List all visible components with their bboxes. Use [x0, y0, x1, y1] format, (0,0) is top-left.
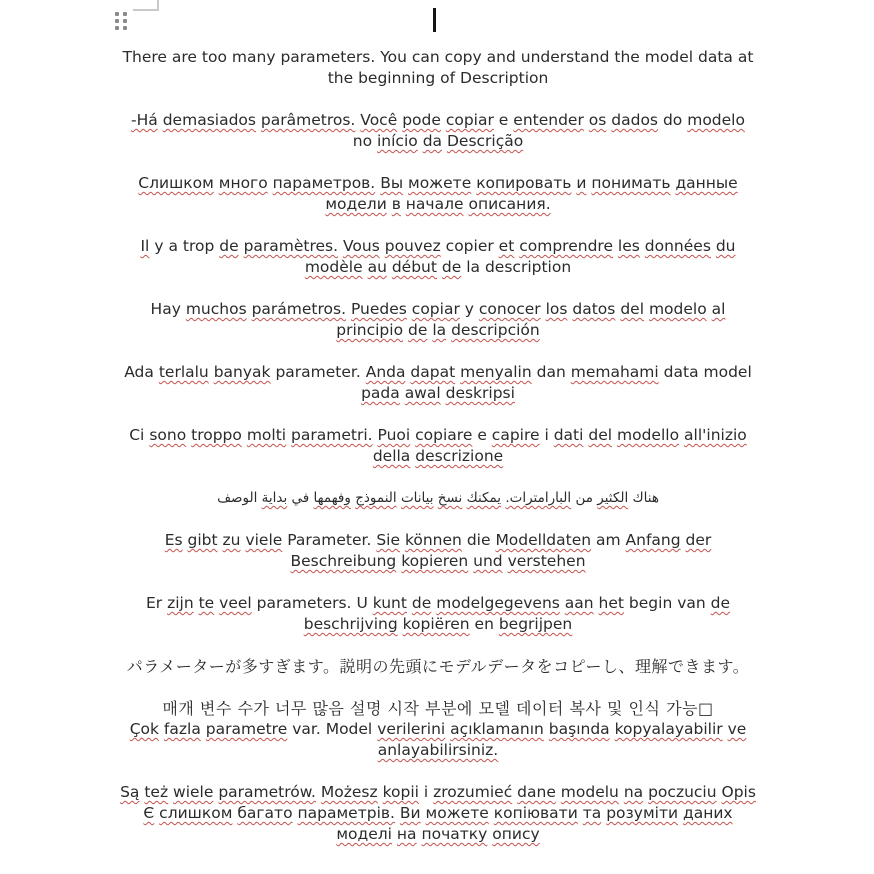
word: at: [737, 48, 754, 66]
word: too: [201, 48, 227, 66]
misspelled-word: Você: [360, 111, 398, 129]
misspelled-word: et: [498, 237, 515, 255]
word: are: [171, 48, 197, 66]
misspelled-word: du: [715, 237, 736, 255]
word: dan: [536, 363, 566, 381]
misspelled-word: parametri.: [291, 426, 373, 444]
misspelled-word: النموذج: [355, 490, 397, 506]
misspelled-word: und: [473, 552, 503, 570]
misspelled-word: Są: [120, 783, 140, 801]
word: Ci: [129, 426, 145, 444]
word: 복사: [569, 699, 602, 718]
misspelled-word: Sie: [376, 531, 401, 549]
misspelled-word: paramètres.: [243, 237, 339, 255]
misspelled-word: Вы: [380, 174, 404, 192]
word: can: [411, 48, 440, 66]
word: 모델: [478, 699, 511, 718]
misspelled-word: de: [441, 258, 462, 276]
misspelled-word: veel: [219, 594, 252, 612]
word: U: [356, 594, 368, 612]
misspelled-word: del: [588, 426, 613, 444]
misspelled-word: terlalu: [158, 363, 209, 381]
misspelled-word: modello: [617, 426, 680, 444]
word: 변수: [199, 699, 232, 718]
paragraph-dutch[interactable]: [120, 593, 756, 635]
misspelled-word: della: [372, 447, 411, 465]
misspelled-word: au: [367, 258, 387, 276]
misspelled-word: awal: [404, 384, 441, 402]
misspelled-word: Слишком: [138, 174, 214, 192]
misspelled-word: можете: [425, 804, 489, 822]
word: and: [486, 48, 516, 66]
word: من: [575, 490, 593, 506]
misspelled-word: entender: [513, 111, 584, 129]
misspelled-word: capire: [491, 426, 540, 444]
word: a: [168, 237, 178, 255]
misspelled-word: modelo: [648, 300, 707, 318]
misspelled-word: розуміти: [606, 804, 679, 822]
misspelled-word: початку: [421, 825, 488, 843]
misspelled-word: -Há: [131, 111, 158, 129]
misspelled-word: Modelldaten: [495, 531, 592, 549]
paragraph-french[interactable]: [120, 236, 756, 278]
misspelled-word: pada: [361, 384, 400, 402]
word: parameters.: [280, 48, 376, 66]
misspelled-word: verilerini: [377, 720, 446, 738]
word: y: [464, 300, 474, 318]
misspelled-word: descripción: [451, 321, 540, 339]
misspelled-word: anlayabilirsiniz.: [377, 741, 499, 759]
word: do: [662, 111, 683, 129]
paragraph-italian[interactable]: [120, 425, 756, 467]
misspelled-word: dane: [517, 783, 556, 801]
misspelled-word: zijn: [167, 594, 194, 612]
document-body[interactable]: [120, 47, 756, 866]
word: description: [484, 258, 572, 276]
word: the: [327, 69, 354, 87]
misspelled-word: fazla: [163, 720, 201, 738]
misspelled-word: Anda: [365, 363, 406, 381]
misspelled-word: Ви: [399, 804, 421, 822]
paragraph-russian[interactable]: [120, 173, 756, 215]
misspelled-word: kunt: [372, 594, 407, 612]
word: en: [474, 615, 494, 633]
word: Parameter.: [287, 531, 372, 549]
misspelled-word: descrizione: [415, 447, 504, 465]
word: 수가: [237, 699, 270, 718]
misspelled-word: Puoi: [377, 426, 411, 444]
misspelled-word: опису: [492, 825, 540, 843]
misspelled-word: ve: [727, 720, 747, 738]
misspelled-word: даних: [682, 804, 733, 822]
word: هناك: [632, 490, 659, 506]
misspelled-word: Il: [140, 237, 150, 255]
misspelled-word: الكثير: [597, 490, 629, 506]
word: 가능□: [666, 699, 714, 718]
paragraph-spanish[interactable]: [120, 299, 756, 341]
misspelled-word: Opis: [721, 783, 756, 801]
misspelled-word: بداية: [261, 490, 288, 506]
text-caret: [433, 8, 436, 32]
misspelled-word: copiare: [415, 426, 473, 444]
misspelled-word: molti: [246, 426, 287, 444]
misspelled-word: del: [620, 300, 644, 318]
paragraph-english[interactable]: [120, 47, 756, 89]
word: 데이터: [516, 699, 564, 718]
misspelled-word: Puedes: [350, 300, 407, 318]
misspelled-word: параметров.: [272, 174, 376, 192]
word: Hay: [150, 300, 181, 318]
misspelled-word: parametre: [205, 720, 288, 738]
misspelled-word: نسخ: [437, 490, 463, 506]
misspelled-word: banyak: [213, 363, 271, 381]
word: la: [466, 258, 481, 276]
misspelled-word: też: [144, 783, 169, 801]
word: You: [380, 48, 407, 66]
misspelled-word: copiar: [445, 111, 494, 129]
word: no: [352, 132, 373, 150]
misspelled-word: begrijpen: [498, 615, 573, 633]
paragraph-japanese[interactable]: [120, 656, 756, 677]
word: the: [614, 48, 640, 66]
word: 너무: [274, 699, 307, 718]
misspelled-word: de: [408, 321, 428, 339]
misspelled-word: kopyalayabilir: [614, 720, 723, 738]
misspelled-word: в: [391, 195, 401, 213]
block-frame-corner-horizontal: [133, 9, 159, 11]
misspelled-word: memahami: [570, 363, 659, 381]
misspelled-word: demasiados: [162, 111, 256, 129]
word: beginning: [358, 69, 436, 87]
misspelled-word: modelo: [687, 111, 745, 129]
word: copier: [445, 237, 494, 255]
word: y: [154, 237, 164, 255]
misspelled-word: модели: [325, 195, 387, 213]
misspelled-word: копіювати: [493, 804, 578, 822]
misspelled-word: описания.: [468, 195, 551, 213]
misspelled-word: وفهمها: [313, 490, 351, 506]
word: var.: [292, 720, 321, 738]
misspelled-word: het: [598, 594, 624, 612]
misspelled-word: te: [198, 594, 215, 612]
misspelled-word: principio: [336, 321, 404, 339]
misspelled-word: açıklamanın: [450, 720, 544, 738]
misspelled-word: all'inizio: [684, 426, 747, 444]
word: van: [677, 594, 706, 612]
word: model: [644, 48, 694, 66]
misspelled-word: слишком: [159, 804, 233, 822]
word: copy: [444, 48, 482, 66]
misspelled-word: conocer: [478, 300, 541, 318]
word: 부분에: [425, 699, 473, 718]
paragraph-polish[interactable]: [120, 782, 756, 803]
misspelled-word: viele: [245, 531, 283, 549]
paragraph-german[interactable]: [120, 530, 756, 572]
word: 시작: [387, 699, 420, 718]
misspelled-word: parametrów.: [218, 783, 316, 801]
misspelled-word: la: [432, 321, 447, 339]
misspelled-word: بيانات: [400, 490, 434, 506]
word: am: [596, 531, 621, 549]
misspelled-word: и: [576, 174, 587, 192]
misspelled-word: de: [411, 594, 432, 612]
misspelled-word: copiar: [411, 300, 460, 318]
paragraph-ukrainian[interactable]: [120, 803, 756, 845]
misspelled-word: muchos: [185, 300, 247, 318]
misspelled-word: dati: [553, 426, 584, 444]
word: begin: [628, 594, 673, 612]
misspelled-word: копировать: [476, 174, 572, 192]
misspelled-word: та: [582, 804, 602, 822]
word: الوصف: [217, 490, 258, 506]
misspelled-word: modèle: [304, 258, 363, 276]
misspelled-word: Anfang: [625, 531, 681, 549]
misspelled-word: os: [588, 111, 607, 129]
misspelled-word: sono: [149, 426, 187, 444]
misspelled-word: pouvez: [384, 237, 441, 255]
misspelled-word: datos: [572, 300, 616, 318]
word: i: [423, 783, 429, 801]
misspelled-word: début: [391, 258, 437, 276]
misspelled-word: başında: [548, 720, 610, 738]
misspelled-word: der: [685, 531, 712, 549]
misspelled-word: dapat: [410, 363, 456, 381]
misspelled-word: Descrição: [446, 132, 524, 150]
misspelled-word: können: [404, 531, 462, 549]
misspelled-word: da: [422, 132, 443, 150]
word: 많음: [312, 699, 345, 718]
misspelled-word: zu: [222, 531, 241, 549]
misspelled-word: البارامترات.: [505, 490, 572, 506]
word: Description: [460, 69, 549, 87]
word: many: [231, 48, 276, 66]
misspelled-word: beschrijving: [303, 615, 398, 633]
misspelled-word: Vous: [343, 237, 380, 255]
misspelled-word: troppo: [191, 426, 242, 444]
word: of: [440, 69, 456, 87]
misspelled-word: deskripsi: [445, 384, 515, 402]
misspelled-word: Çok: [129, 720, 159, 738]
word: Er: [145, 594, 163, 612]
misspelled-word: kopii: [382, 783, 419, 801]
misspelled-word: Є: [143, 804, 155, 822]
word: 및: [606, 699, 623, 718]
word: Ada: [124, 363, 154, 381]
misspelled-word: pode: [402, 111, 441, 129]
paragraph-turkish[interactable]: [120, 719, 756, 761]
misspelled-word: wiele: [173, 783, 214, 801]
misspelled-word: начале: [405, 195, 464, 213]
word: i: [544, 426, 549, 444]
misspelled-word: يمكنك: [466, 490, 502, 506]
misspelled-word: na: [623, 783, 644, 801]
misspelled-word: на: [396, 825, 417, 843]
word: understand: [520, 48, 610, 66]
misspelled-word: parámetros.: [251, 300, 347, 318]
misspelled-word: Możesz: [320, 783, 378, 801]
misspelled-word: много: [218, 174, 268, 192]
misspelled-word: menyalin: [460, 363, 532, 381]
paragraph-indonesian[interactable]: [120, 362, 756, 404]
misspelled-word: poczuciu: [648, 783, 717, 801]
misspelled-word: багато: [237, 804, 293, 822]
drag-handle-icon[interactable]: [115, 12, 130, 30]
word: e: [477, 426, 487, 444]
paragraph-arabic[interactable]: [120, 488, 756, 509]
misspelled-word: données: [644, 237, 711, 255]
misspelled-word: Beschreibung: [290, 552, 397, 570]
misspelled-word: les: [617, 237, 640, 255]
misspelled-word: comprendre: [519, 237, 613, 255]
word: parameter.: [275, 363, 361, 381]
misspelled-word: kopiëren: [402, 615, 470, 633]
misspelled-word: verstehen: [507, 552, 586, 570]
misspelled-word: início: [377, 132, 418, 150]
word: 매개: [162, 699, 195, 718]
misspelled-word: parâmetros.: [260, 111, 356, 129]
misspelled-word: al: [711, 300, 726, 318]
paragraph-portuguese[interactable]: [120, 110, 756, 152]
misspelled-word: zrozumieć: [433, 783, 513, 801]
word: die: [466, 531, 491, 549]
misspelled-word: Es: [164, 531, 183, 549]
word: パラメーターが多すぎます。説明の先頭にモデルデータをコピーし、理解できます。: [126, 657, 750, 676]
misspelled-word: de: [710, 594, 731, 612]
word: trop: [182, 237, 215, 255]
paragraph-korean[interactable]: [120, 698, 756, 719]
word: Model: [325, 720, 373, 738]
misspelled-word: понимать: [591, 174, 671, 192]
misspelled-word: dados: [611, 111, 659, 129]
misspelled-word: aan: [564, 594, 594, 612]
word: 설명: [349, 699, 382, 718]
misspelled-word: kopieren: [401, 552, 469, 570]
misspelled-word: modelgegevens: [436, 594, 560, 612]
misspelled-word: modelu: [560, 783, 619, 801]
misspelled-word: параметрів.: [297, 804, 395, 822]
misspelled-word: los: [545, 300, 568, 318]
word: There: [122, 48, 167, 66]
misspelled-word: можете: [408, 174, 472, 192]
word: e: [498, 111, 509, 129]
word: 인식: [628, 699, 661, 718]
word: data: [663, 363, 699, 381]
word: parameters.: [256, 594, 352, 612]
block-frame-corner-vertical: [157, 0, 159, 10]
misspelled-word: de: [219, 237, 239, 255]
word: model: [703, 363, 752, 381]
misspelled-word: данные: [675, 174, 738, 192]
misspelled-word: gibt: [187, 531, 218, 549]
word: data: [697, 48, 733, 66]
misspelled-word: моделі: [336, 825, 392, 843]
word: في: [291, 490, 310, 506]
